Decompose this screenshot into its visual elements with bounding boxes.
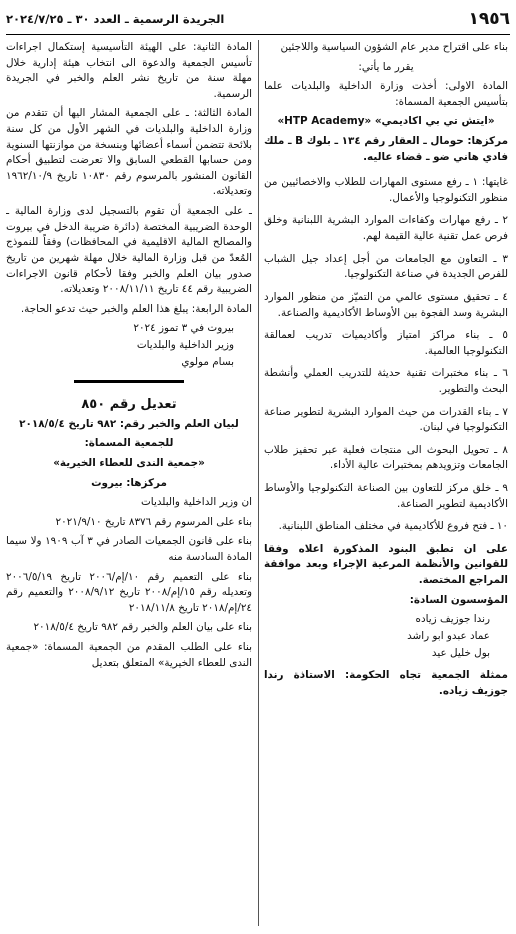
aim-item: ٤ ـ تحقيق مستوى عالمي من التميّز من منظور الموارد البشرية وسد الفجوة بين الأوساط الأكاديمية والصناعة. xyxy=(264,290,508,319)
aim-item: ٦ ـ بناء مختبرات تقنية حديثة للتدريب العملي وأنشطة البحث والتطوير. xyxy=(264,367,508,395)
association-name: «ايتش تي بي اكاديمي» «HTP Academy» xyxy=(277,115,495,128)
basis-item: بناء على بيان العلم والخبر رقم ٩٨٢ تاريخ ٢٠١٨/٥/٤ xyxy=(33,621,252,634)
article-3-tax: ـ على الجمعية أن تقوم بالتسجيل لدى وزارة المالية ـ الوحدة الضريبية المختصة (دائرة ضريبة الدخل في بيروت والمصالح المالية الاقليمية في المحافظات) وفقاً للنموذج المُعدّ من قبل وزارة المالية خلال مهلة شهرين من تاريخ صدور بيان العلم والخبر وفقا لأحكام قانون الاجراءات الضريبية رقم ٤٤ تاريخ ٢٠٠٨/١١/١١ وتعديلاته. xyxy=(6,205,252,296)
intro-text: بناء على اقتراح مدير عام الشؤون السياسية واللاجئين xyxy=(280,41,508,53)
basis-item: بناء على المرسوم رقم ٨٣٧٦ تاريخ ٢٠٢١/٩/١٠ xyxy=(55,515,252,528)
column-divider xyxy=(258,40,259,926)
signature-title: وزير الداخلية والبلديات xyxy=(136,338,234,351)
aim-item: ٣ ـ التعاون مع الجامعات من أجل إعداد جيل الشباب للفرص الجديدة في صناعة التكنولوجيا. xyxy=(264,252,508,281)
right-column xyxy=(264,40,508,928)
signature-name: بسام مولوي xyxy=(181,355,234,368)
conditions-text: على ان تطبق البنود المذكورة اعلاه وفقا للقوانين والأنظمة المرعية الإجراء وبعد موافقة المراجع المختصة. xyxy=(264,542,508,587)
amendment-hq: مركزها: بيروت xyxy=(91,476,167,489)
amendment-assoc-name: «جمعية الندى للعطاء الخيرية» xyxy=(53,456,205,469)
signature-place-date: بيروت في ٣ تموز ٢٠٢٤ xyxy=(133,322,234,335)
basis-item: بناء على الطلب المقدم من الجمعية المسماة: «جمعية الندى للعطاء الخيرية» المتعلق بتعديل xyxy=(6,641,252,669)
aim-item: ٨ ـ تحويل البحوث الى منتجات فعلية عبر تحفيز طلاب الجامعات وتزويدهم بمختبرات عالية الأداء. xyxy=(264,443,508,472)
government-representative: ممثلة الجمعية تجاه الحكومة: الاستاذة رندا جوزيف زياده. xyxy=(264,669,508,697)
article-2: المادة الثانية: على الهيئة التأسيسية إستكمال اجراءات تأسيس الجمعية والدعوة الى انتخاب هيئة إدارية خلال مهلة سنة من تاريخ نشر العلم والخبر في الجريدة الرسمية. xyxy=(6,41,252,100)
aims-title: غايتها: ١ ـ رفع مستوى المهارات للطلاب والاخصائيين من منظور التكنولوجيا والأعمال. xyxy=(264,176,508,204)
aim-item: ٧ ـ بناء القدرات من حيث الموارد البشرية لتطوير صناعة التكنولوجيا في لبنان. xyxy=(264,405,508,434)
founder-name: بول خليل عيد xyxy=(431,646,490,659)
association-hq: مركزها: حومال ـ العقار رقم ١٣٤ ـ بلوك B ـ ملك فادي هاني ضو ـ قضاء عاليه. xyxy=(264,135,508,163)
founder-name: عماد عبدو ابو راشد xyxy=(407,629,490,642)
minister-signature xyxy=(6,321,252,370)
article-4: المادة الرابعة: يبلغ هذا العلم والخبر حيث تدعو الحاجة. xyxy=(20,302,252,315)
page-header xyxy=(6,8,510,35)
article-1: المادة الاولى: أخذت وزارة الداخلية والبلديات علما بتأسيس الجمعية المسماة: xyxy=(264,80,508,108)
aim-item: ٥ ـ بناء مراكز امتياز وأكاديميات تدريب لعمالقة التكنولوجيا العالمية. xyxy=(264,329,508,357)
left-column xyxy=(6,40,252,928)
amendment-title: لبيان العلم والخبر رقم: ٩٨٢ تاريخ ٢٠١٨/٥/٤ xyxy=(19,417,239,430)
aim-item: ١٠ ـ فتح فروع للأكاديمية في مختلف المناطق اللبنانية. xyxy=(278,520,508,533)
founder-name: رندا جوزيف زياده xyxy=(415,613,490,626)
minister-line: ان وزير الداخلية والبلديات xyxy=(141,496,252,509)
aim-item: ٢ ـ رفع مهارات وكفاءات الموارد البشرية اللبنانية وخلق فرص عمل تقنية عالية القيمة لهم. xyxy=(264,214,508,243)
section-separator xyxy=(74,380,184,383)
article-3: المادة الثالثة: ـ على الجمعية المشار اليها أن تتقدم من وزارة الداخلية والبلديات في الشهر الأول من كل سنة بلائحة تتضمن أسماء أعضائها وبنسخة من موازنتها السنوية ومن حسابها القطعي السابق والا تعرضت لتطبيق أحكام القانون المنشور بالمرسوم رقم ١٠٨٣٠ تاريخ ١٩٦٢/١٠/٩ وتعديلاته. xyxy=(6,107,252,198)
page-number: ١٩٥٦ xyxy=(468,9,510,29)
founders-title: المؤسسون السادة: xyxy=(409,593,508,606)
amendment-assoc-label: للجمعية المسماة: xyxy=(84,437,174,450)
basis-item: بناء على التعميم رقم ١٠/إم/٢٠٠٦ تاريخ ٢٠٠٦/٥/١٩ وتعديله رقم ١٥/إم/٢٠٠٨ تاريخ ٢٠٠٨/٩/١٢ والتعميم رقم ٢٤/إم/٢٠١٨ تاريخ ٢٠١٨/١١/٨ xyxy=(6,570,252,614)
basis-item: بناء على قانون الجمعيات الصادر في ٣ آب ١٩٠٩ ولا سيما المادة السادسة منه xyxy=(6,535,252,563)
amendment-number: تعديل رقم ٨٥٠ xyxy=(81,397,177,413)
issue-line: الجريدة الرسمية ـ العدد ٣٠ ـ ٢٠٢٤/٧/٢٥ xyxy=(6,12,225,26)
aim-item: ٩ ـ خلق مركز للتعاون بين الصناعة التكنولوجيا والأوساط الأكاديمية لتطوير الصناعة. xyxy=(264,482,508,510)
decides-line: يقرر ما يأتي: xyxy=(358,60,414,73)
